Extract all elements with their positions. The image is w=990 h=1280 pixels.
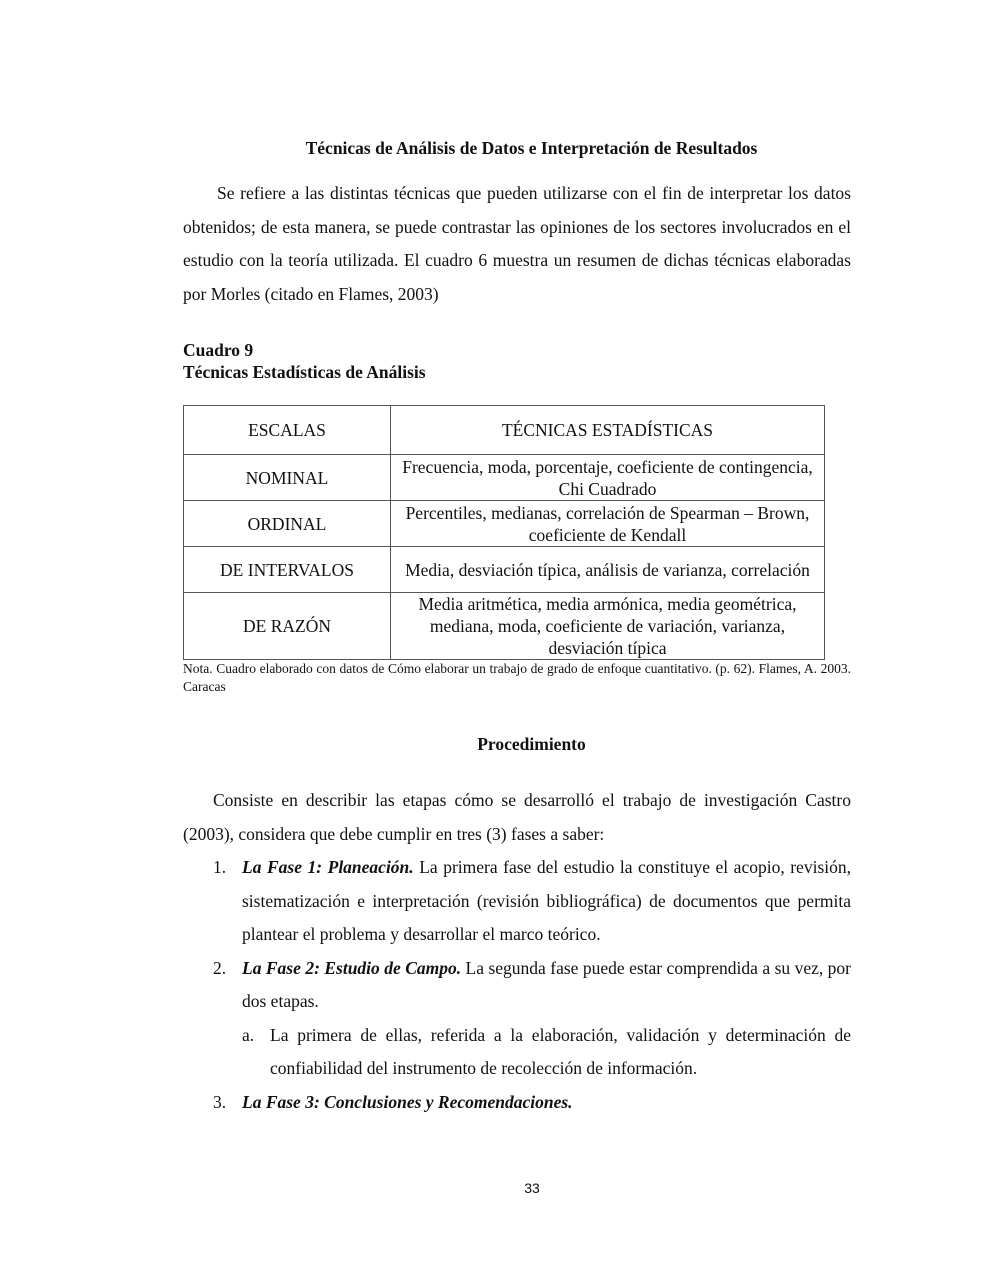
table-caption	[183, 339, 426, 383]
table-label: Cuadro 9	[183, 340, 254, 360]
table-row	[184, 501, 825, 547]
table-title: Técnicas Estadísticas de Análisis	[183, 362, 426, 382]
fase-lead: La Fase 1: Planeación.	[242, 857, 414, 877]
table-note: Nota. Cuadro elaborado con datos de Cómo elaborar un trabajo de grado de enfoque cuantitativo. (p. 62). Flames, A. 2003. Caracas	[183, 661, 851, 694]
table-row	[184, 593, 825, 660]
list-number: 2.	[213, 957, 227, 978]
fase-lead: La Fase 3: Conclusiones y Recomendaciones.	[242, 1091, 573, 1112]
sub-item-text: La primera de ellas, referida a la elaboración, validación y determinación de confiabilidad del instrumento de recolección de información.	[270, 1024, 851, 1078]
phases-list	[183, 851, 851, 1119]
fase-lead: La Fase 2: Estudio de Campo.	[242, 957, 462, 978]
procedure-paragraph: Consiste en describir las etapas cómo se desarrolló el trabajo de investigación Castro (2003), considera que debe cumplir en tres (3) fases a saber:	[183, 790, 851, 844]
page-number: 33	[524, 1180, 540, 1196]
list-number: 3.	[213, 1091, 227, 1112]
sub-list	[242, 1019, 851, 1086]
table-cell-escala: ORDINAL	[184, 501, 391, 547]
list-item-fase-2	[183, 952, 851, 1086]
table-cell-tecnicas: Percentiles, medianas, correlación de Spearman – Brown, coeficiente de Kendall	[391, 501, 825, 547]
table-header-row	[184, 406, 825, 455]
list-item-sub-a	[242, 1019, 851, 1086]
list-item-fase-3	[183, 1086, 851, 1120]
section-title-tecnicas: Técnicas de Análisis de Datos e Interpretación de Resultados	[305, 138, 758, 158]
sub-list-letter: a.	[242, 1024, 255, 1045]
table-header-escalas: ESCALAS	[184, 406, 391, 455]
table-cell-escala: DE INTERVALOS	[184, 547, 391, 593]
intro-paragraph: Se refiere a las distintas técnicas que pueden utilizarse con el fin de interpretar los datos obtenidos; de esta manera, se puede contrastar las opiniones de los sectores involucrados en el estudio con la teoría utilizada. El cuadro 6 muestra un resumen de dichas técnicas elaboradas por Morles (citado en Flames, 2003)	[183, 183, 851, 304]
fase-text: La segunda fase puede estar comprendida a su vez, por dos etapas.	[242, 957, 851, 1011]
list-number: 1.	[213, 857, 227, 877]
table-cell-tecnicas: Media, desviación típica, análisis de varianza, correlación	[391, 547, 825, 593]
table-cell-escala: NOMINAL	[184, 455, 391, 501]
table-cell-tecnicas: Frecuencia, moda, porcentaje, coeficiente de contingencia, Chi Cuadrado	[391, 455, 825, 501]
table-row	[184, 455, 825, 501]
list-item-fase-1	[183, 851, 851, 952]
table-header-tecnicas: TÉCNICAS ESTADÍSTICAS	[391, 406, 825, 455]
statistics-table	[183, 405, 825, 660]
table-cell-tecnicas: Media aritmética, media armónica, media geométrica, mediana, moda, coeficiente de variación, varianza, desviación típica	[391, 593, 825, 660]
fase-text: La primera fase del estudio la constituye el acopio, revisión, sistematización e interpretación (revisión bibliográfica) de documentos que permita plantear el problema y desarrollar el marco teórico.	[242, 857, 851, 944]
section-title-procedimiento: Procedimiento	[477, 734, 586, 754]
table-row	[184, 547, 825, 593]
table-cell-escala: DE RAZÓN	[184, 593, 391, 660]
